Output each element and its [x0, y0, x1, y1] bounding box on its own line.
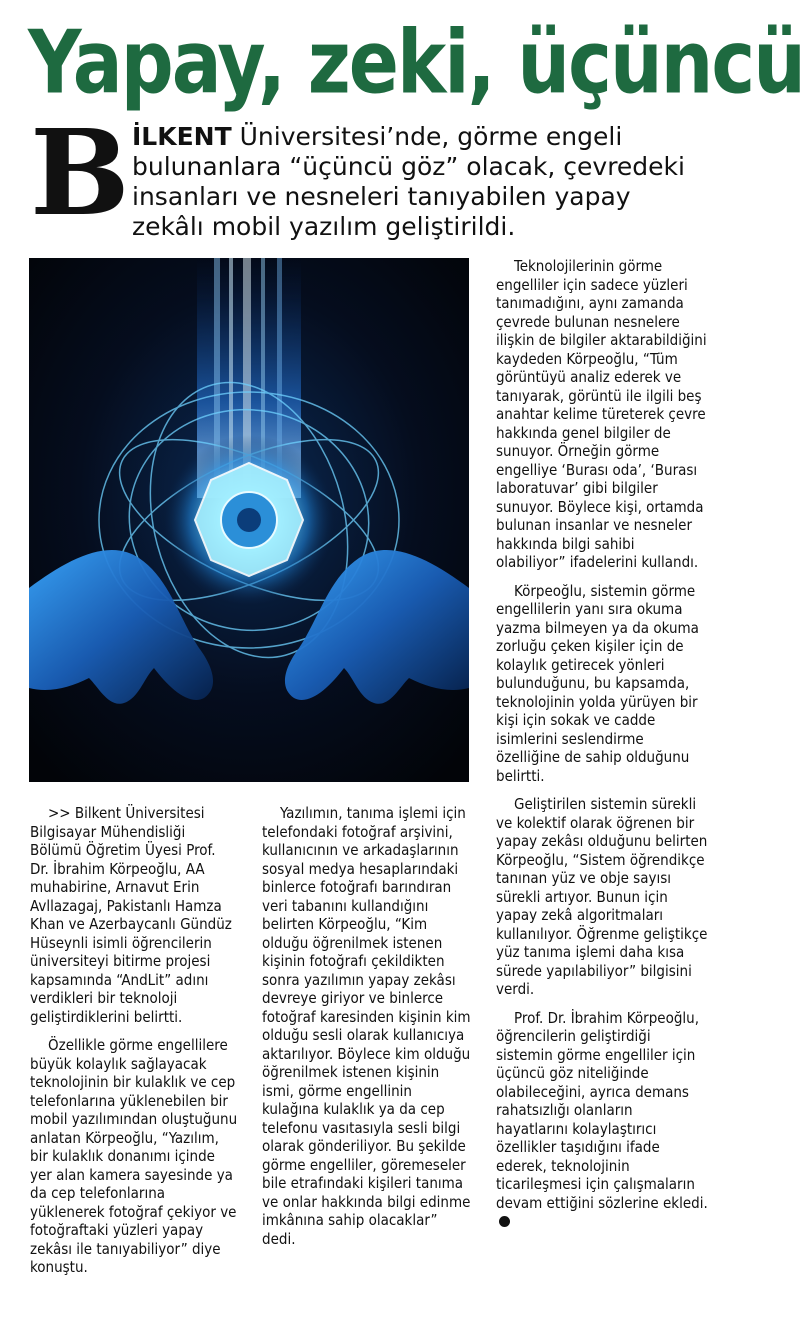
- lead-text: [132, 122, 692, 242]
- column-3: [496, 257, 708, 1241]
- paragraph: >> Bilkent Üniversitesi Bilgisayar Mühendisliği Bölümü Öğretim Üyesi Prof. Dr. İbrahim Körpeoğlu, AA muhabirine, Arnavut Erin Avllazagaj, Pakistanlı Hamza Khan ve Azerbaycanlı Gündüz Hüseynli isimli öğrencilerin üniversiteyi bitirme projesi kapsamında “AndLit” adını verdikleri bir teknoloji geliştirdiklerini belirtti.: [30, 804, 232, 1026]
- paragraph: Geliştirilen sistemin sürekli ve kolektif olarak öğrenen bir yapay zekâsı olduğunu belirten Körpeoğlu, “Sistem öğrendikçe tanınan yüz ve obje sayısı sürekli artıyor. Bunun için yapay zekâ algoritmaları kullanılıyor. Öğrenme geliştikçe yüz tanıma işlemi daha kısa sürede yapılabiliyor” bilgisini verdi.: [496, 795, 708, 998]
- paragraph: Teknolojilerinin görme engelliler için sadece yüzleri tanımadığını, aynı zamanda çevrede bulunan nesnelere ilişkin de bilgiler aktarabildiğini kaydeden Körpeoğlu, “Tüm görüntüyü analiz ederek ve tanıyarak, görüntü ile ilgili beş anahtar kelime türeterek çevre hakkında genel bilgiler de sunuyor. Örneğin görme engelliye ‘Burası oda’, ‘Burası laboratuvar’ gibi bilgiler sunuyor. Böylece kişi, ortamda bulunan insanlar ve nesneler hakkında bilgi sahibi olabiliyor” ifadelerini kullandı.: [496, 257, 707, 571]
- lead-strong: İLKENT: [132, 122, 232, 151]
- headline: Yapay, zeki, üçüncü: [28, 12, 804, 114]
- paragraph: Körpeoğlu, sistemin görme engellilerin yanı sıra okuma yazma bilmeyen ya da okuma zorluğu çeken kişiler için de kolaylık getirecek yönleri bulunduğunu, bu kapsamda, teknolojinin yolda yürüyen bir kişi için sokak ve cadde isimlerini seslendirme özelliğine de sahip olduğunu belirtti.: [496, 581, 699, 785]
- end-mark-icon: [499, 1216, 510, 1227]
- lead-paragraph: [30, 103, 690, 247]
- paragraph-last: [496, 1009, 708, 1231]
- column-2: [262, 804, 472, 1258]
- column-1: [30, 804, 238, 1287]
- paragraph: Yazılımın, tanıma işlemi için telefondaki fotoğraf arşivini, kullanıcının ve arkadaşlarının sosyal medya hesaplarındaki binlerce fotoğrafı barındıran veri tabanını kullandığını belirten Körpeoğlu, “Kim olduğu öğrenilmek istenen kişinin fotoğrafı çekildikten sonra yazılımın yapay zekâsı devreye giriyor ve binlerce fotoğraf karesinden kişinin kim olduğu sesli olarak kullanıcıya aktarılıyor. Böylece kim olduğu öğrenilmek istenen kişinin ismi, görme engellinin kulağına kulaklık ya da cep telefonu vasıtasıyla sesli bilgi olarak gönderiliyor. Bu şekilde görme engelliler, göremeseler bile etrafındaki kişileri tanıma ve onlar hakkında bilgi edinme imkânına sahip olacaklar” dedi.: [262, 804, 471, 1248]
- lead-body: Üniversitesi’nde, görme engeli bulunanlara “üçüncü göz” olacak, çevredeki insanları ve nesneleri tanıyabilen yapay zekâlı mobil yazılım geliştirildi.: [132, 122, 685, 241]
- drop-cap: B: [30, 103, 130, 242]
- paragraph-text: Prof. Dr. İbrahim Körpeoğlu, öğrencilerin geliştirdiği sistemin görme engelliler için üçüncü göz niteliğinde olabileceğini, ayrıca demans rahatsızlığı olanların hayatlarını kolaylaştırıcı özellikler taşıdığını ifade ederek, teknolojinin ticarileşmesi için çalışmaların devam ettiğini sözlerine ekledi.: [496, 1008, 708, 1212]
- paragraph: Özellikle görme engellilere büyük kolaylık sağlayacak teknolojinin bir kulaklık ve cep telefonlarına yüklenebilen bir mobil yazılımından oluştuğunu anlatan Körpeoğlu, “Yazılım, bir kulaklık donanımı içinde yer alan kamera sayesinde ya da cep telefonlarına yüklenerek fotoğraf çekiyor ve fotoğraftaki yüzleri yapay zekâsı ile tanıyabiliyor” diye konuştu.: [30, 1036, 238, 1276]
- article-photo: [29, 258, 469, 782]
